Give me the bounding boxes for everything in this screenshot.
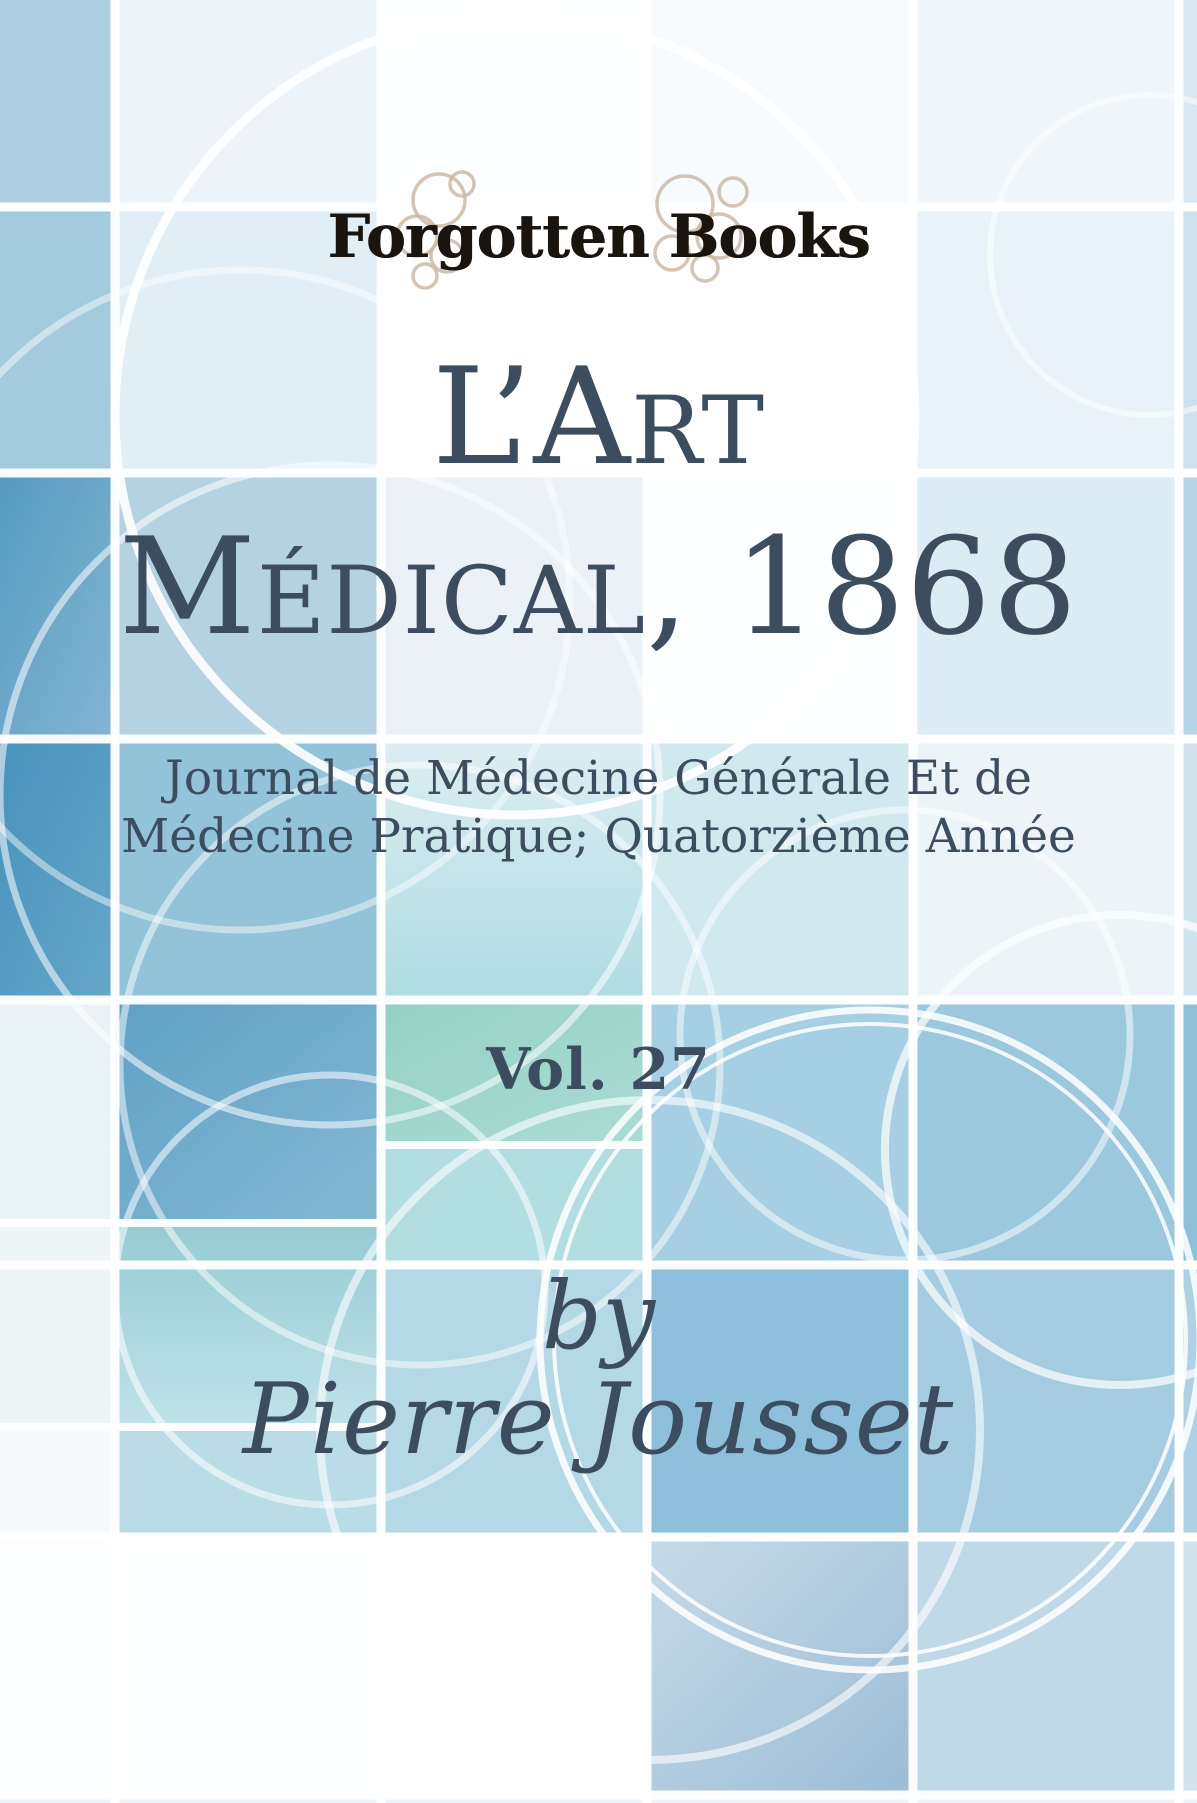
title-line-1: L’Art (431, 339, 766, 495)
subtitle-line-1: Journal de Médecine Générale Et de (165, 751, 1032, 806)
title-line-2: Médical, 1868 (118, 509, 1079, 665)
book-subtitle (0, 750, 1197, 866)
author-name: Pierre Jousset (242, 1363, 955, 1477)
book-title (0, 332, 1197, 672)
subtitle-line-2: Médecine Pratique; Quatorzième Année (121, 809, 1076, 864)
by-label: by (541, 1262, 656, 1371)
volume-label: Vol. 27 (486, 1036, 711, 1103)
publisher-name: Forgotten Books (327, 202, 870, 272)
publisher-logo (0, 172, 1197, 312)
